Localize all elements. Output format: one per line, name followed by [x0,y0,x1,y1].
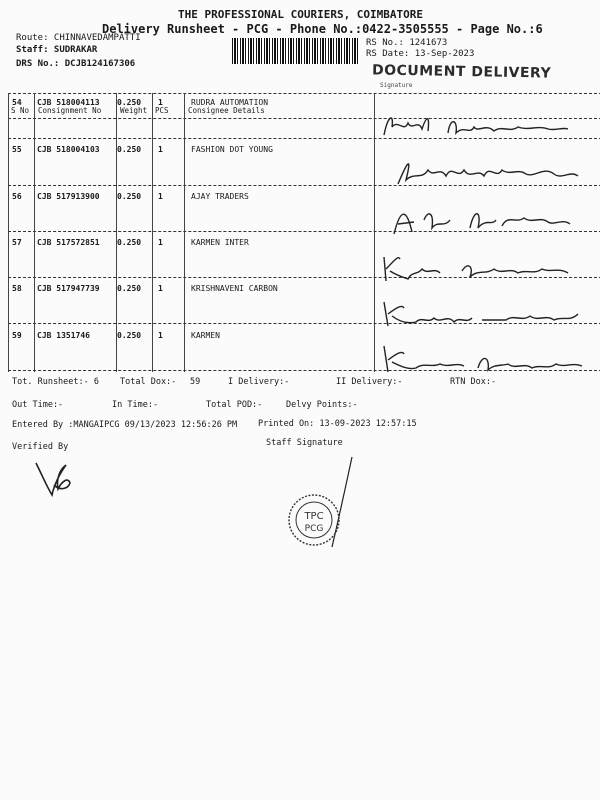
total-pod: Total POD:- [206,400,263,410]
runsheet-title: Delivery Runsheet - PCG - Phone No.:0422-3505555 - Page No.:6 [102,22,543,36]
row-pcs: 1 [158,192,163,201]
col-header-pcs: PCS [155,106,169,115]
col-header-consignment: Consignment No [38,106,102,115]
col-divider [374,93,375,372]
signature-text: Kumar nmoon [438,332,445,333]
row-weight: 0.250 [117,145,142,154]
rs-date: RS Date: 13-Sep-2023 [366,49,475,59]
handwritten-signature [378,105,598,149]
drs-number: DRS No.: DCJB124167306 [16,59,136,69]
rtn-dox: RTN Dox:- [450,377,497,387]
col-divider [8,93,9,372]
signature-text: Kavin 9muson [438,285,446,286]
document-delivery-stamp: DOCUMENT DELIVERY [371,62,552,82]
out-time: Out Time:- [12,400,64,410]
handwritten-signature [378,245,598,289]
row-pcs: 1 [158,238,163,247]
route-label: Route: CHINNAVEDAMPATTI [16,33,141,43]
in-time: In Time:- [112,400,159,410]
row-consignee: FASHION DOT YOUNG [191,145,273,154]
staff-label: Staff: SUDRAKAR [16,45,98,55]
rs-number: RS No.: 1241673 [366,38,448,48]
signature-text: A Jani Ali 9600an [438,238,449,239]
row-consignee: RUDRA AUTOMATION [191,98,269,107]
col-divider [184,93,185,372]
printed-on: Printed On: 13-09-2023 12:57:15 [258,419,417,429]
col-header-consignee: Consignee Details [188,106,265,115]
handwritten-signature [378,292,598,336]
verified-by-label: Verified By [12,442,69,452]
col-divider [152,93,153,372]
row-weight: 0.250 [117,331,142,340]
row-pcs: 1 [158,145,163,154]
row-pcs: 1 [158,331,163,340]
total-dox-label: Total Dox:- [120,377,177,387]
i-delivery: I Delivery:- [228,377,290,387]
row-weight: 0.250 [117,98,142,107]
row-consignee: KRISHNAVENI CARBON [191,284,278,293]
col-header-sno: S No [11,106,30,115]
verified-by-signature [30,455,80,505]
entered-by: Entered By :MANGAIPCG 09/13/2023 12:56:26 PM [12,420,238,430]
ii-delivery: II Delivery:- [336,377,403,387]
row-consignment: CJB 1351746 [37,331,90,340]
company-name: THE PROFESSIONAL COURIERS, COIMBATORE [178,8,424,21]
row-weight: 0.250 [117,192,142,201]
row-consignee: KARMEN INTER [191,238,249,247]
row-sno: 55 [12,145,22,154]
row-consignee: AJAY TRADERS [191,192,249,201]
row-sno: 59 [12,331,22,340]
row-consignment: CJB 517913900 [37,192,100,201]
tpc-seal [286,492,342,548]
signature-text: Anthoni 88o7l8an [438,190,448,191]
row-consignee: KARMEN [191,331,220,340]
row-consignment: CJB 518004113 [37,98,100,107]
col-divider [34,93,35,372]
handwritten-signature [378,336,598,380]
handwritten-signature [378,198,598,242]
row-weight: 0.250 [117,284,142,293]
barcode [232,38,360,64]
col-header-weight: Weight [120,106,148,115]
row-consignment: CJB 518004103 [37,145,100,154]
row-pcs: 1 [158,98,163,107]
row-sno: 54 [12,98,22,107]
row-consignment: CJB 517572851 [37,238,100,247]
row-weight: 0.250 [117,238,142,247]
total-dox-value: 59 [190,377,201,387]
total-runsheet: Tot. Runsheet:- 6 [12,377,99,387]
staff-signature-label: Staff Signature [266,438,343,448]
seal-bottom-text: PCG [304,524,324,534]
table-top-rule [8,93,600,94]
row-pcs: 1 [158,284,163,293]
handwritten-signature [378,150,598,194]
row-sno: 57 [12,238,22,247]
signature-text: Ramesh 966uoan [438,145,447,146]
delvy-points: Delvy Points:- [286,400,358,410]
signature-text: Karman 9ouuy [438,376,446,377]
row-sno: 58 [12,284,22,293]
signature-column-label: Signature [380,82,413,89]
seal-top-text: TPC [304,511,324,522]
row-consignment: CJB 517947739 [37,284,100,293]
row-sno: 56 [12,192,22,201]
